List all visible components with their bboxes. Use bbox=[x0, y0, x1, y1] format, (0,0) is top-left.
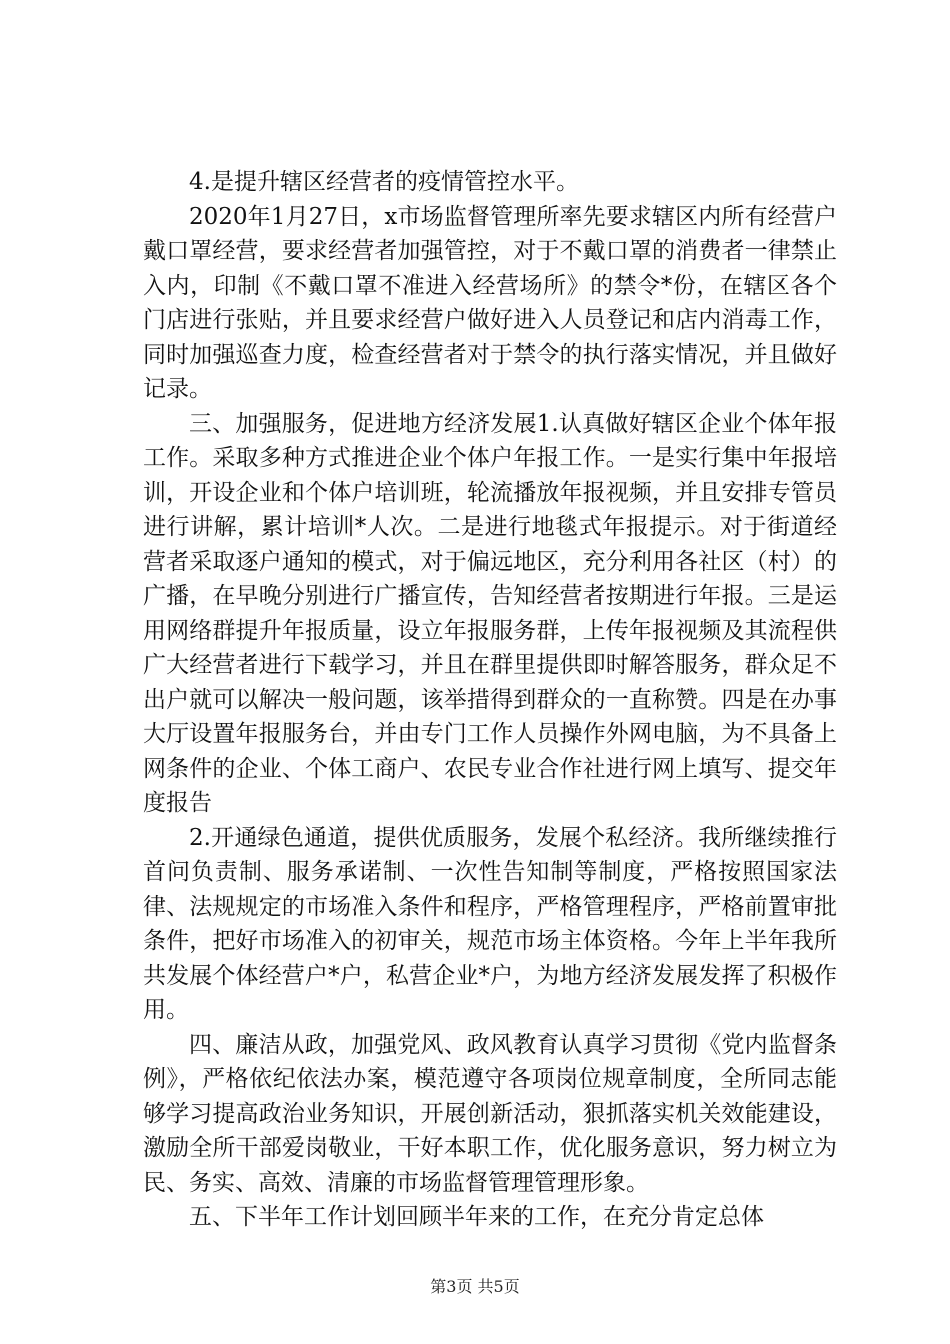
document-body bbox=[143, 165, 837, 1235]
paragraph-5: 四、廉洁从政，加强党风、政风教育认真学习贯彻《党内监督条例》，严格依纪依法办案，模范遵守各项岗位规章制度，全所同志能够学习提高政治业务知识，开展创新活动，狠抓落实机关效能建设，激励全所干部爱岗敬业，干好本职工作，优化服务意识，努力树立为民、务实、高效、清廉的市场监督管理管理形象。 bbox=[143, 1031, 837, 1196]
paragraph-2: 2020年1月27日，x市场监督管理所率先要求辖区内所有经营户戴口罩经营，要求经营者加强管控，对于不戴口罩的消费者一律禁止入内，印制《不戴口罩不准进入经营场所》的禁令*份，在辖区各个门店进行张贴，并且要求经营户做好进入人员登记和店内消毒工作，同时加强巡查力度，检查经营者对于禁令的执行落实情况，并且做好记录。 bbox=[143, 203, 837, 402]
paragraph-6: 五、下半年工作计划回顾半年来的工作，在充分肯定总体 bbox=[189, 1204, 764, 1230]
paragraph-3: 三、加强服务，促进地方经济发展1.认真做好辖区企业个体年报工作。采取多种方式推进企业个体户年报工作。一是实行集中年报培训，开设企业和个体户培训班，轮流播放年报视频，并且安排专管员进行讲解，累计培训*人次。二是进行地毯式年报提示。对于街道经营者采取逐户通知的模式，对于偏远地区，充分利用各社区（村）的广播，在早晚分别进行广播宣传，告知经营者按期进行年报。三是运用网络群提升年报质量，设立年报服务群，上传年报视频及其流程供广大经营者进行下载学习，并且在群里提供即时解答服务，群众足不出户就可以解决一般问题，该举措得到群众的一直称赞。四是在办事大厅设置年报服务台，并由专门工作人员操作外网电脑，为不具备上网条件的企业、个体工商户、农民专业合作社进行网上填写、提交年度报告 bbox=[143, 410, 837, 816]
paragraph-4: 2.开通绿色通道，提供优质服务，发展个私经济。我所继续推行首问负责制、服务承诺制、一次性告知制等制度，严格按照国家法律、法规规定的市场准入条件和程序，严格管理程序，严格前置审批条件，把好市场准入的初审关，规范市场主体资格。今年上半年我所共发展个体经营户*户，私营企业*户，为地方经济发展发挥了积极作用。 bbox=[143, 824, 837, 1023]
page-number-footer: 第3页 共5页 bbox=[430, 1277, 520, 1296]
paragraph-1: 4.是提升辖区经营者的疫情管控水平。 bbox=[189, 169, 579, 195]
